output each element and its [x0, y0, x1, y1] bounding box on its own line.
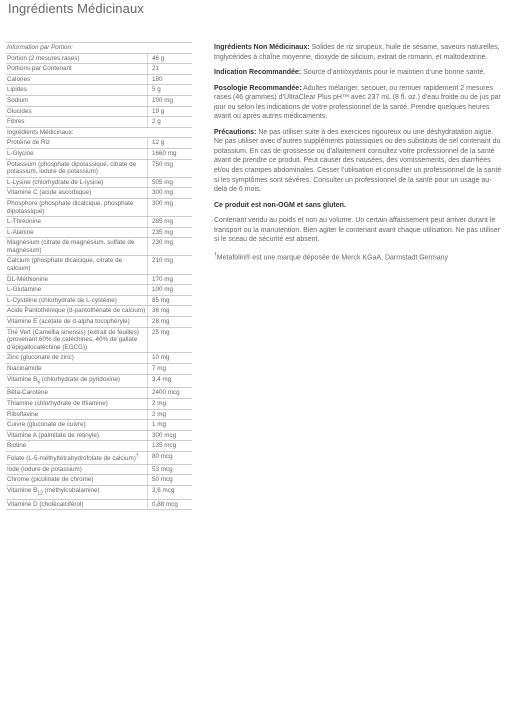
ingredient-amount: 505 mg: [147, 178, 192, 188]
ingredient-name: Vitamine $B_6$ (chlorhydrate de pyridoxine): [7, 375, 120, 385]
indication-text: Source d’antioxydants pour le maintien d’une bonne santé.: [301, 69, 486, 77]
ingredient-amount: 19 g: [147, 107, 192, 117]
posology-label: Posologie Recommandée:: [214, 84, 302, 92]
ingredient-name: Riboflavine: [7, 410, 39, 418]
ingredient-amount: 1660 mg: [147, 149, 192, 159]
weight-note: Contenant vendu au poids et non au volume. Un certain affaissement peut arriver durant le transport ou la manutention. Bien agiter le contenant avant chaque utilisation. Ne pas utiliser si le sceau de sécurité est absent.: [214, 217, 501, 244]
indication-paragraph: [214, 68, 504, 78]
ingredient-amount: 750 mg: [147, 160, 192, 177]
ingredient-name: Glucides: [7, 107, 32, 115]
ingredient-amount: 300 mg: [147, 199, 192, 216]
ingredient-amount: 10 mg: [147, 353, 192, 363]
table-row: [6, 364, 192, 375]
ingredient-amount: 25 mg: [147, 328, 192, 353]
ingredient-amount: 285 mg: [147, 217, 192, 227]
ingredient-name: Vitamine D (cholécalciférol): [7, 500, 84, 508]
ingredient-amount: 3,6 mcg: [147, 486, 192, 499]
ingredient-name: Biotine: [7, 442, 27, 450]
ingredient-name: Bêta-Carotène: [7, 389, 48, 397]
table-row: [6, 452, 192, 465]
table-row: [6, 475, 192, 486]
ingredient-amount: 2 g: [147, 117, 192, 127]
ingredient-name: Zinc (gluconate de zinc): [7, 354, 74, 362]
ingredient-amount: 180: [147, 75, 192, 85]
table-row: [6, 160, 192, 178]
ingredient-amount: 135 mcg: [147, 441, 192, 451]
ingredient-name: Phosphore (phosphate dicalcique, phosphate dipotassique): [7, 199, 134, 215]
precautions-label: Précautions:: [214, 128, 257, 136]
ingredient-amount: 53 mcg: [147, 465, 192, 475]
table-row: [6, 238, 192, 256]
ingredient-name: Cuivre (gluconate de cuivre): [7, 421, 86, 429]
gluten-statement: Ce produit est non-OGM et sans gluten.: [214, 201, 346, 209]
table-row: [6, 107, 192, 118]
ingredient-amount: 0,88 mcg: [147, 500, 192, 510]
ingredient-name: Chrome (picolinate de chrome): [7, 476, 94, 484]
ingredient-name: Vitamine E (acétate de d-alpha tocophéryle): [7, 318, 130, 326]
ingredient-amount: 2 mg: [147, 410, 192, 420]
table-row: [6, 178, 192, 189]
ingredient-name: L-Thréonine: [7, 218, 41, 226]
ingredient-amount: 50 mcg: [147, 475, 192, 485]
ingredient-amount: 1 mg: [147, 420, 192, 430]
table-row: [6, 306, 192, 317]
ingredient-name: Folate (L-5-méthyltétrahydrofolate de calcium)†: [7, 453, 139, 463]
ingredient-name: Portions par Contenant: [7, 65, 72, 73]
ingredient-name: Iode (iodure de potassium): [7, 465, 82, 473]
ingredient-name: Potassium (phosphate dipotassique, citrate de potassium, iodure de potassium): [7, 160, 137, 176]
ingredient-name: Thé Vert (Camellia sinensis) (extrait de feuilles) (provenant 60% de catéchines, 40% de gallate d’épigallocatéchine (EGCG)): [7, 328, 139, 351]
table-row: [6, 228, 192, 239]
ingredient-amount: 100 mg: [147, 285, 192, 295]
ingredient-name: Vitamine $B_{12}$ (méthylcobalamine): [7, 486, 100, 497]
table-row: [6, 353, 192, 364]
ingredient-name: Vitamine C (acide ascorbique): [7, 189, 92, 197]
ingredient-name: Sodium: [7, 96, 29, 104]
table-row: [6, 431, 192, 442]
ingredient-name: Calcium (phosphate dicalcique, citrate de calcium): [7, 257, 123, 273]
non-medicinal-label: Ingrédients Non Médicinaux:: [214, 44, 310, 51]
ingredient-name: L-Glycine: [7, 149, 34, 157]
ingredient-amount: 170 mg: [147, 275, 192, 285]
table-row: [6, 75, 192, 86]
ingredient-name: Vitamine A (palmitate de rétinyle): [7, 431, 99, 439]
dagger-symbol: †: [214, 251, 217, 258]
ingredient-amount: 80 mcg: [147, 452, 192, 464]
ingredient-amount: 3,4 mg: [147, 375, 192, 388]
table-section-heading: [6, 128, 192, 139]
table-row: [6, 500, 192, 511]
ingredient-name: L-Lysine (chlorhydrate de L-lysine): [7, 178, 104, 186]
table-row: [6, 317, 192, 328]
table-row: [6, 420, 192, 431]
table-row: [6, 375, 192, 389]
ingredient-amount: 230 mg: [147, 238, 192, 255]
ingredient-name: Protéine de Riz: [7, 139, 51, 147]
ingredient-name: Niacinamide: [7, 365, 42, 372]
ingredient-amount: 46 g: [147, 54, 192, 64]
trademark-text: Metafolin® est une marque déposée de Merck KGaA, Darmstadt Germany: [216, 254, 448, 262]
ingredient-amount: 300 mcg: [147, 431, 192, 441]
ingredient-amount: 28 mg: [147, 317, 192, 327]
ingredient-amount: 85 mg: [147, 296, 192, 306]
table-row: [6, 199, 192, 217]
table-row: [6, 410, 192, 421]
table-header-label: Information par Portion:: [7, 44, 73, 51]
ingredient-name: Ingrédients Médicinaux:: [7, 128, 74, 136]
non-medicinal-text: Solides de riz sirupeux, huile de sésame, saveurs naturelles, triglycérides à chaîne moyenne, dioxyde de silicium, extrait de romarin, et maltodextrine.: [214, 44, 500, 61]
ingredient-amount: 12 g: [147, 138, 192, 148]
info-column: [214, 43, 504, 269]
indication-label: Indication Recommandée:: [214, 69, 302, 77]
ingredient-name: L-Cystéine (chlorhydrate de L-cystéine): [7, 296, 117, 304]
table-row: [6, 138, 192, 149]
table-row: [6, 85, 192, 96]
ingredient-amount: 100 mg: [147, 96, 192, 106]
ingredient-amount: 210 mg: [147, 256, 192, 273]
table-body: [6, 54, 192, 511]
table-row: [6, 64, 192, 75]
table-row: [6, 388, 192, 399]
table-row: [6, 149, 192, 160]
ingredient-amount: 235 mg: [147, 228, 192, 238]
table-row: [6, 256, 192, 274]
precautions-text: Ne pas utiliser suite à des exercices rigoureux ou une déshydratation aigüe. Ne pas utiliser avec d’autres suppléments potassiques ou des substituts de sel contenant du potassium. En cas de grossesse ou d’allaitement consultez votre professionnel de la santé avant de prendre ce produit. Peut causer des nausées, des vomissements, des diarrhées et/ou des crampes abdominales. Cesser l’utilisation et consulter un professionnel de la santé si les symptômes sont sévères. Consulter un professionnel de la santé pour un usage au-delà de 6 mois.: [214, 128, 502, 194]
table-row: [6, 486, 192, 500]
precautions-paragraph: [214, 128, 504, 195]
ingredient-amount: 300 mg: [147, 188, 192, 198]
non-medicinal-paragraph: [214, 43, 504, 62]
ingredient-name: DL-Méthionine: [7, 275, 48, 283]
table-row: [6, 441, 192, 452]
ingredient-name: Acide Pantothénique (d-pantothénate de calcium): [7, 307, 146, 315]
table-row: [6, 96, 192, 107]
table-row: [6, 465, 192, 476]
table-row: [6, 217, 192, 228]
ingredient-amount: 7 mg: [147, 364, 192, 374]
ingredient-name: Lipides: [7, 86, 27, 94]
table-row: [6, 188, 192, 199]
ingredient-amount: 21: [147, 64, 192, 74]
table-header: [6, 42, 192, 54]
posology-text: Adultes mélanger, secouer, ou remuer rapidement 2 mesures rases (46 grammes) d’UltraClear Plus pH™ avec 237 mL (8 fl. oz.) d’eau froide ou de jus par jour ou selon les indications de votre professionnel de la santé. Prendre quelques heures avant ou après autres médicaments.: [214, 84, 501, 121]
ingredient-name: Magnésium (citrate de magnésium, sulfate de magnésium): [7, 239, 135, 254]
table-row: [6, 117, 192, 128]
table-row: [6, 399, 192, 410]
ingredient-name: Calories: [7, 75, 31, 83]
posology-paragraph: [214, 84, 504, 122]
nutrition-table: [6, 42, 192, 510]
ingredient-name: Portion (2 mesures rases): [7, 54, 80, 62]
trademark-note: [214, 251, 504, 263]
ingredient-name: L-Glutamine: [7, 286, 42, 294]
table-row: [6, 54, 192, 65]
table-row: [6, 296, 192, 307]
table-row: [6, 275, 192, 286]
ingredient-name: L-Alanine: [7, 228, 34, 236]
ingredient-amount: 2400 mcg: [147, 388, 192, 398]
table-row: [6, 328, 192, 354]
ingredient-amount: 36 mg: [147, 306, 192, 316]
page-title: Ingrédients Médicinaux: [8, 1, 144, 16]
table-row: [6, 285, 192, 296]
ingredient-name: Thiamine (chlorhydrate de thiamine): [7, 400, 108, 408]
ingredient-name: Fibres: [7, 118, 25, 126]
ingredient-amount: 2 mg: [147, 399, 192, 409]
ingredient-amount: 5 g: [147, 85, 192, 95]
